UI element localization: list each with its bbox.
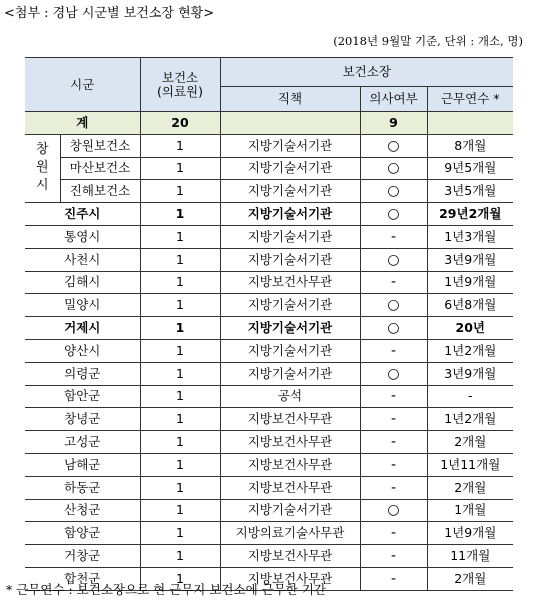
region-name: 통영시 <box>25 225 140 248</box>
table-row <box>25 385 513 408</box>
doctor-status: - <box>360 271 427 294</box>
director-position: 지방기술서기관 <box>220 362 360 385</box>
director-position: 지방기술서기관 <box>220 225 360 248</box>
service-years: 1개월 <box>427 499 513 522</box>
header-years: 근무연수 * <box>427 87 513 112</box>
director-position: 지방의료기술사무관 <box>220 522 360 545</box>
service-years: 6년8개월 <box>427 294 513 317</box>
center-count: 1 <box>140 339 220 362</box>
doctor-status: ○ <box>360 248 427 271</box>
center-count: 1 <box>140 567 220 590</box>
header-region: 시군 <box>25 58 140 112</box>
reference-note: (2018년 9월말 기준, 단위 : 개소, 명) <box>333 34 523 48</box>
director-position: 지방보건사무관 <box>220 476 360 499</box>
center-count: 1 <box>140 476 220 499</box>
service-years: 29년2개월 <box>427 203 513 226</box>
city-char: 원 <box>35 160 49 176</box>
center-count: 1 <box>140 499 220 522</box>
region-name: 고성군 <box>25 431 140 454</box>
center-count: 1 <box>140 362 220 385</box>
table-row <box>25 476 513 499</box>
doctor-status: ○ <box>360 362 427 385</box>
document-title: <첨부 : 경남 시군별 보건소장 현황> <box>4 6 215 21</box>
table-row <box>25 180 513 203</box>
changwon-city-cell <box>25 134 60 202</box>
center-count: 1 <box>140 157 220 180</box>
region-name: 거제시 <box>25 317 140 340</box>
service-years: 2개월 <box>427 567 513 590</box>
doctor-status: ○ <box>360 157 427 180</box>
region-name: 함안군 <box>25 385 140 408</box>
director-position: 지방기술서기관 <box>220 157 360 180</box>
region-name: 거창군 <box>25 545 140 568</box>
center-count: 1 <box>140 453 220 476</box>
service-years: 1년9개월 <box>427 522 513 545</box>
center-count: 1 <box>140 522 220 545</box>
director-position: 지방보건사무관 <box>220 271 360 294</box>
service-years: 9년5개월 <box>427 157 513 180</box>
service-years: 1년9개월 <box>427 271 513 294</box>
center-name: 진해보건소 <box>60 180 140 203</box>
doctor-status: ○ <box>360 294 427 317</box>
doctor-status: - <box>360 339 427 362</box>
table-row <box>25 317 513 340</box>
director-position: 지방기술서기관 <box>220 203 360 226</box>
region-name: 진주시 <box>25 203 140 226</box>
service-years: 1년2개월 <box>427 408 513 431</box>
region-name: 사천시 <box>25 248 140 271</box>
table-row <box>25 203 513 226</box>
region-name: 양산시 <box>25 339 140 362</box>
center-count: 1 <box>140 203 220 226</box>
table-row <box>25 225 513 248</box>
table-row <box>25 248 513 271</box>
doctor-status: - <box>360 385 427 408</box>
health-center-director-table <box>25 57 513 591</box>
footnote: * 근무연수 : 보건소장으로 현 근무지 보건소에 근무한 기간 <box>6 582 326 597</box>
doctor-status: - <box>360 453 427 476</box>
center-count: 1 <box>140 271 220 294</box>
header-position: 직책 <box>220 87 360 112</box>
total-row <box>25 112 513 135</box>
doctor-status: - <box>360 567 427 590</box>
doctor-status: ○ <box>360 499 427 522</box>
region-name: 하동군 <box>25 476 140 499</box>
director-position: 공석 <box>220 385 360 408</box>
director-position: 지방보건사무관 <box>220 567 360 590</box>
center-count: 1 <box>140 294 220 317</box>
total-doctor: 9 <box>360 112 427 135</box>
director-position: 지방기술서기관 <box>220 339 360 362</box>
center-count: 1 <box>140 385 220 408</box>
region-name: 밀양시 <box>25 294 140 317</box>
service-years: 3년5개월 <box>427 180 513 203</box>
director-position: 지방기술서기관 <box>220 294 360 317</box>
region-name: 산청군 <box>25 499 140 522</box>
region-name: 함양군 <box>25 522 140 545</box>
city-char: 시 <box>35 178 49 194</box>
table-row <box>25 134 513 157</box>
service-years: 3년9개월 <box>427 362 513 385</box>
center-count: 1 <box>140 408 220 431</box>
service-years: 2개월 <box>427 476 513 499</box>
center-name: 창원보건소 <box>60 134 140 157</box>
header-doctor: 의사여부 <box>360 87 427 112</box>
total-label: 계 <box>25 112 140 135</box>
table-row <box>25 157 513 180</box>
director-position: 지방보건사무관 <box>220 545 360 568</box>
service-years: 1년2개월 <box>427 339 513 362</box>
doctor-status: - <box>360 408 427 431</box>
table-row <box>25 431 513 454</box>
doctor-status: - <box>360 225 427 248</box>
table-row <box>25 362 513 385</box>
header-center-line2: (의료원) <box>157 83 203 99</box>
director-position: 지방기술서기관 <box>220 134 360 157</box>
doctor-status: ○ <box>360 180 427 203</box>
director-position: 지방기술서기관 <box>220 180 360 203</box>
director-position: 지방기술서기관 <box>220 499 360 522</box>
doctor-status: - <box>360 431 427 454</box>
director-position: 지방보건사무관 <box>220 453 360 476</box>
service-years: 11개월 <box>427 545 513 568</box>
table-row <box>25 499 513 522</box>
table-row <box>25 408 513 431</box>
region-name: 창녕군 <box>25 408 140 431</box>
total-years <box>427 112 513 135</box>
table-row <box>25 522 513 545</box>
table-row <box>25 294 513 317</box>
service-years: 8개월 <box>427 134 513 157</box>
director-position: 지방보건사무관 <box>220 408 360 431</box>
center-count: 1 <box>140 545 220 568</box>
region-name: 김해시 <box>25 271 140 294</box>
doctor-status: - <box>360 545 427 568</box>
director-position: 지방보건사무관 <box>220 431 360 454</box>
header-center-line1: 보건소 <box>161 69 199 85</box>
service-years: 2개월 <box>427 431 513 454</box>
doctor-status: - <box>360 476 427 499</box>
table-row <box>25 453 513 476</box>
table-row <box>25 339 513 362</box>
table-row <box>25 545 513 568</box>
service-years: 1년11개월 <box>427 453 513 476</box>
doctor-status: - <box>360 522 427 545</box>
city-char: 창 <box>35 142 49 158</box>
service-years: 3년9개월 <box>427 248 513 271</box>
region-name: 의령군 <box>25 362 140 385</box>
service-years: - <box>427 385 513 408</box>
director-position: 지방기술서기관 <box>220 248 360 271</box>
center-count: 1 <box>140 180 220 203</box>
region-name: 남해군 <box>25 453 140 476</box>
doctor-status: ○ <box>360 203 427 226</box>
center-count: 1 <box>140 317 220 340</box>
service-years: 20년 <box>427 317 513 340</box>
service-years: 1년3개월 <box>427 225 513 248</box>
doctor-status: ○ <box>360 134 427 157</box>
table-row <box>25 271 513 294</box>
center-count: 1 <box>140 134 220 157</box>
center-count: 1 <box>140 431 220 454</box>
center-count: 1 <box>140 225 220 248</box>
total-position <box>220 112 360 135</box>
region-name: 합천군 <box>25 567 140 590</box>
header-center <box>140 58 220 112</box>
header-director: 보건소장 <box>220 58 513 87</box>
total-count: 20 <box>140 112 220 135</box>
center-name: 마산보건소 <box>60 157 140 180</box>
center-count: 1 <box>140 248 220 271</box>
doctor-status: ○ <box>360 317 427 340</box>
director-position: 지방기술서기관 <box>220 317 360 340</box>
